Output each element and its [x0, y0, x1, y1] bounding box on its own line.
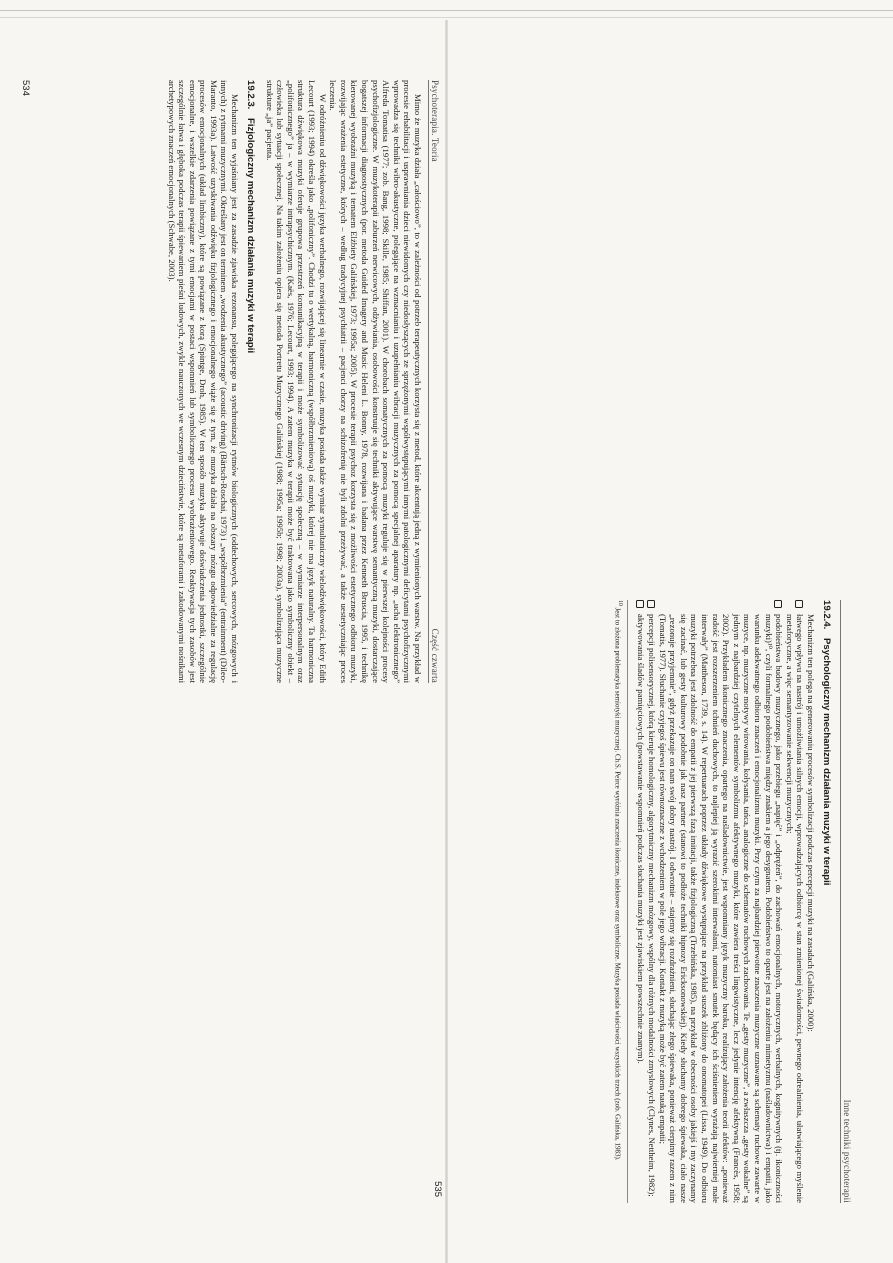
paragraph: W odróżnieniu od dźwiękowości języka werbalnego, rozwijającej się linearnie w czasie, muzyka posiada także wymiar symultaniczny wielodźwiękowości, który Edith Lecourt (1993; 1994) określa jako „polifoniczny”. Chodzi tu o wertykalną, harmoniczną (współbrzmieniową) oś muzyki, której nie ma język naturalny. Ta harmoniczna struktura dźwiękowa muzyki oferuje grupowa przestrzeń komunikacyjną w terapii i może symbolizować sytuację społeczną – w wymiarze interpersonalnym oraz „polifonicznego” ja – w wymiarze intrapsychicznym. (Kaës, 1976; Lecourt, 1993; 1994). A zatem muzyka w terapii może być traktowana jako symboliczny obiekt – człowieka lub sytuacji społecznej. Na takim założeniu opiera się metoda Portretu Muzycznego Galińskiej (1988; 1995a; 1995b; 1998; 2003a), symbolizująca muzyczne strukture „ja” pacjenta. — [264, 80, 328, 683]
footnote-text: Jest to złożona problematyka semiotyki muzycznej. Ch.S. Peirce wyróżnia znaczenia ikoniczne, indeksowe oraz symboliczne. Muzyka posiada właściwości wszystkich trzech (zob. Galińska, 1983). — [613, 607, 622, 1161]
list-item-text: podobieństwa budowy muzycznego, jako przebiegu „napięć” i „odprężeń”, do zachowań emocjonalnych, motorycznych, werbalnych, kognitywnych (tj. ikoniczności muzyki)¹⁰, czyli formalnego podobieństwa między znakiem a jego desygnatem. Podobieństwo to oparte jest na założeniu mimetyzmu (naśladownictwa) i empatii, jako warunku adekwatnego odbioru znaczeń i emocjonalizmu muzyki. Przy czym za najbardziej pierwotne znaczenia muzyczne uznawane są schematy ruchowe zawarte w muzyce, np. muzyczne motywy wirowania, kołysania, tańca, analogiczne do schematów ruchowych zachowania. Te „gesty muzyczne”, a zwłaszcza „gesty wokalne” są jednym z najbardziej czytelnych elementów symbolizmu afektywnego muzyki, które zawiera treści lingwistyczne, lecz jedynie intencję afektywną (Francès, 1958; 2002). Przykładem ikonicznego znaczenia, opartego na naśladownictwie, jest wspomniany język muzyczny baroku, realizujący założenia teorii afektów: „ponieważ radość jest rozszerzeniem tchnień duchowych, to najlepiej ją wyrazić szerokimi interwałami, natomiast smutek będący ich ściśnieniem wyrażają najwierniej małe interwały” (Mattheson, 1739, s. 14). W repertuarach poprzez układy dźwiękowe występujące na przykład suszek zbliżony do onomatopei (Lissa, 1949). Do odbioru muzyki potrzebna jest zdolność do empatii z jej pierwszą fazą imitacji, także fizjologiczną (Trzebińska, 1985), na przykład w obecności osoby jakiejś i my zaczynamy się zacinać, lub gesty kulturowy podobnie jak nasz partner (stanowi to podłoże techniki hipnozy Ericksonowskiej). Kiedy słuchamy dobrego śpiewaka, ciało nasze „rezonuje przyjemnie”, gdyż przekazuje on nam swój dobry nastrój. I odwrotnie – stajemy się rozdrażnieni, słuchając złego śpiewaka, ponieważ cierpimy razem z nim (Tomatis, 1977). Słuchanie czyjegoś śpiewu jest równoznaczne z wchodzeniem w pole jego wibracji. Kontakt z muzyką może być zatem nauką empatii; — [657, 614, 785, 1203]
paragraph: Mechanizm ten wyjaśniany jest za zasadzie zjawiska rezonansu, polegającego na synchronizacji rytmów biologicznych (oddechowych, sercowych, mózgowych i innych) z rytmami muzycznymi. Określany jest on terminem „wodzenia akustycznego” (acoustic driving) (Bärtsch-Roschai, 1973) i „współbrzmienia” (entrainment) (Dileo-Maranto, 1993a). Latwość uzyskiwania odźwięku fizjologicznego i emocjonalnego wiąże się z tym, że muzyka działa na obszary mózgu odpowiedzialne za regulację procesów emocjonalnych (układ limbiczny), które są powiązane z korą (Spintge, Droh, 1985). W ten sposób muzyka aktywuje doświadczenia jednostki, szczególnie emocjonalne, i wszelkie zdarzenia powiązane z tymi emocjami w postaci wspomnień lub symbolicznego procesu wyobrażeniowego. Reaktywacja tych zasobów jest szczególnie łatwa i głęboka podczas terapii śpiewaniem pieśni ludowych, zwykle nauczonych we wczesnym dzieciństwie, które są metaforami i zakodowanymi nośnikami archetypowych znaczeń emocjonalnych (Schwabe, 2003). — [166, 80, 241, 683]
scan-edge-line — [0, 17, 893, 18]
page-number: 535 — [432, 1181, 443, 1197]
checkbox-bullet-icon — [795, 600, 803, 608]
section-heading — [245, 80, 256, 683]
section-number: 19.2.3. — [245, 80, 257, 110]
running-header — [428, 80, 440, 683]
scan-edge-line — [0, 10, 893, 11]
section-heading — [821, 600, 832, 1203]
paragraph: Mimo że muzyka działa „całościowo”, to w zależności od potrzeb terapeutycznych korzysta się z metod, które akcentują jedną z wymienionych warstw. Na przykład w procesie rehabilitacji i usprawniania dzieci niewidomych czy niedosłyszących ze sprzężonymi współwystępującymi innymi patologicznymi deficytami psychofizycznymi wprowadza się techniki wibro-akustyczne, polegające na wzmacnianiu i uzupełnianiu wibracji muzycznych za pomocą specjalnej aparatury np. „ucha elektronicznego” Alfreda Tomatisa (1977; zob. Bang, 1998; Skille, 1985; Shiffan, 2001). W chorobach somatycznych za pomocą muzyki reguluje się w pierwszej kolejności procesy psychofizjologiczne. W muzykoterapii zaburzeń nerwicowych, odżywiania, osobowości konstruuje się techniki aktywujące warstwę semantyczną muzyki, dostarczające bogatszej informacji diagnostycznych (por. metoda Guided Imagery and Music Heleni L. Bonny, 1978, rozwijana i badana przez Kenneth Bruscia, 1995, i technikę kierowanej wyobraźni muzyką i tematem Elżbiety Galińskiej, 1973; 1995a; 2005). W procesie terapii psychoz korzysta się z możliwości estetycznego odbioru muzyki, rozwijając wrażenia estetyczne, których – według tradycyjnej psychiatrii – pacjenci chorzy na schizofrenię nie byli zdolni przeżywać, a także uestetyczniając proces leczenia. — [328, 80, 423, 683]
checkbox-bullet-icon — [637, 600, 645, 608]
paragraph: Mechanizm ten polega na generowaniu procesów symbolizacji podczas percepcji muzyki na zasadach (Galińska, 2000): — [806, 614, 816, 1032]
header-right: Część czwarta — [430, 628, 440, 683]
page-number: 534 — [20, 80, 31, 96]
list-item — [647, 600, 658, 1203]
running-header — [840, 600, 852, 1203]
list-item-text: łatwego wpływu na nastrój i umożliwiania silnych emocji, wprowadzających odbiorcę w stan zmienionej świadomości, pewnego odrealnienia, ułatwiającego myślenie metaforyczne, a więc semantyzowanie sekwencji muzycznych; — [784, 614, 806, 1203]
section-number: 19.2.4. — [821, 600, 832, 630]
list-item-text: percepcji polisensorycznej, którą kieruje homologiczny, algorytmiczny mechanizm mózgowy, wspólny dla różnych modalności zmysłowych (Clynes, Nettheim, 1982); — [647, 614, 658, 1197]
checkbox-bullet-icon — [774, 600, 782, 608]
list-item — [636, 600, 647, 1203]
footnote-mark: 10 — [616, 600, 623, 606]
section-title: Psychologiczny mechanizm działania muzyki w terapii — [821, 638, 832, 886]
header-left: Psychoterapia. Teoria — [430, 80, 440, 162]
footnote — [613, 600, 628, 1203]
list-item — [784, 600, 805, 1203]
right-page — [432, 600, 852, 1203]
left-page — [20, 80, 440, 683]
header-right: Inne techniki psychoterapii — [842, 1099, 852, 1203]
section-title: Fizjologiczny mechanizm działania muzyki w terapii — [245, 118, 257, 354]
list-item-text: aktywowania śladów pamięciowych (powstawanie wspomnień podczas słuchania muzyki jest zjawiskiem powszechnie znanym). — [636, 614, 647, 1064]
checkbox-bullet-icon — [647, 600, 655, 608]
list-item — [657, 600, 784, 1203]
